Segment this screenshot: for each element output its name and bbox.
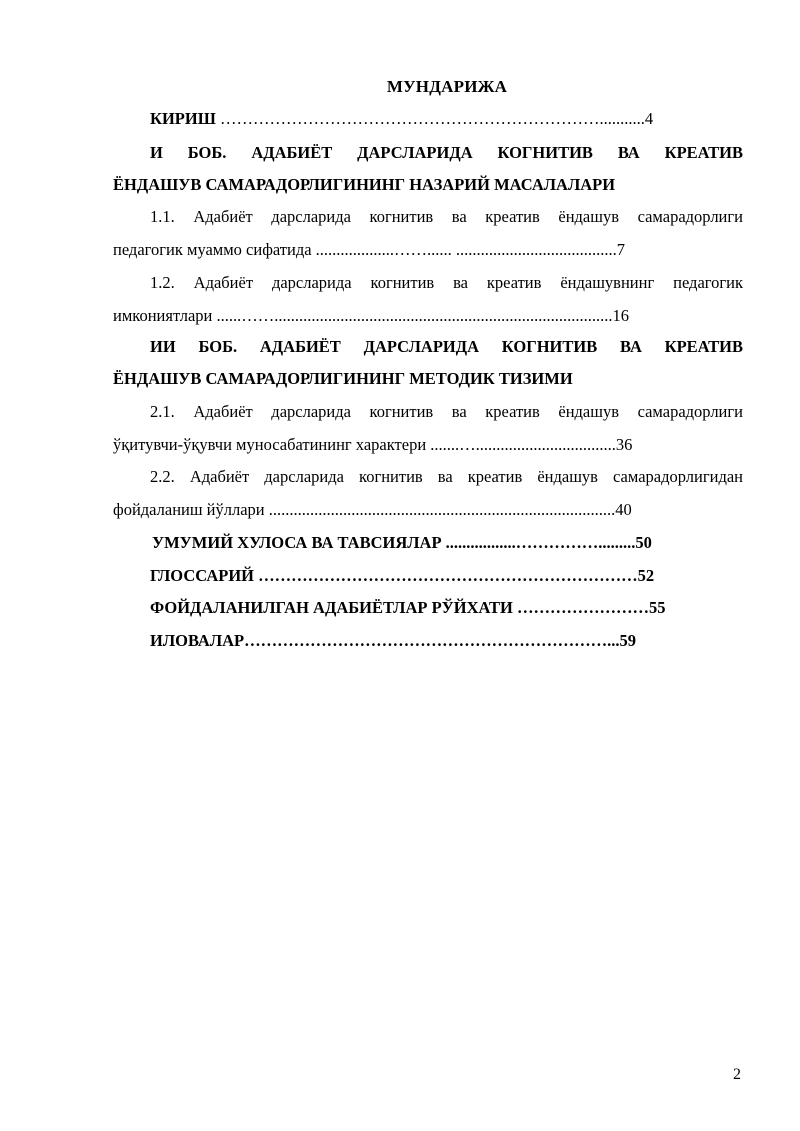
toc-entry-conclusion: УМУМИЙ ХУЛОСА ВА ТАВСИЯЛАР .................…………….........50 [152,533,652,552]
toc-entry-glossary: ГЛОССАРИЙ ……………………………………………………………52 [150,566,655,585]
toc-entry-intro-text [150,109,653,128]
toc-entry-references: ФОЙДАЛАНИЛГАН АДАБИЁТЛАР РЎЙХАТИ ……………………55 [150,598,666,617]
toc-entry-intro-heading: КИРИШ [150,109,216,128]
toc-entry-intro [150,109,743,129]
toc-section-2-2-line-1: 2.2. Адабиёт дарсларида когнитив ва креатив ёндашув самарадорлигидан [150,467,743,486]
toc-entry-appendices: ИЛОВАЛАР…………………………………………………………...59 [150,631,637,650]
toc-section-2-2-line-2: фойдаланиш йўллари ....................................................................................40 [113,500,632,519]
page-title: МУНДАРИЖА [386,77,508,96]
toc-entry-intro-leader: ……………………………………………………………...........4 [215,109,654,128]
toc-section-1-2-line-1: 1.2. Адабиёт дарсларида когнитив ва креатив ёндашувнинг педагогик [150,273,743,292]
toc-chapter-2-line-1: ИИ БОБ. АДАБИЁТ ДАРСЛАРИДА КОГНИТИВ ВА КРЕАТИВ [150,337,743,356]
toc-section-1-1-line-1: 1.1. Адабиёт дарсларида когнитив ва креатив ёндашув самарадорлиги [150,207,743,226]
page-number: 2 [733,1066,741,1083]
toc-section-1-1-line-2: педагогик муаммо сифатида ...................……...... .......................................7 [113,240,626,259]
toc-section-2-1-line-2: ўқитувчи-ўқувчи муносабатининг характери .......…..................................36 [113,435,633,454]
toc-chapter-1-line-1: И БОБ. АДАБИЁТ ДАРСЛАРИДА КОГНИТИВ ВА КРЕАТИВ [150,143,743,162]
toc-chapter-1-line-2: ЁНДАШУВ САМАРАДОРЛИГИНИНГ НАЗАРИЙ МАСАЛАЛАРИ [113,175,616,194]
toc-section-1-2-line-2: имкониятлари ......……..................................................................................16 [113,306,630,325]
toc-section-2-1-line-1: 2.1. Адабиёт дарсларида когнитив ва креатив ёндашув самарадорлиги [150,402,743,421]
toc-chapter-2-line-2: ЁНДАШУВ САМАРАДОРЛИГИНИНГ МЕТОДИК ТИЗИМИ [113,369,573,388]
